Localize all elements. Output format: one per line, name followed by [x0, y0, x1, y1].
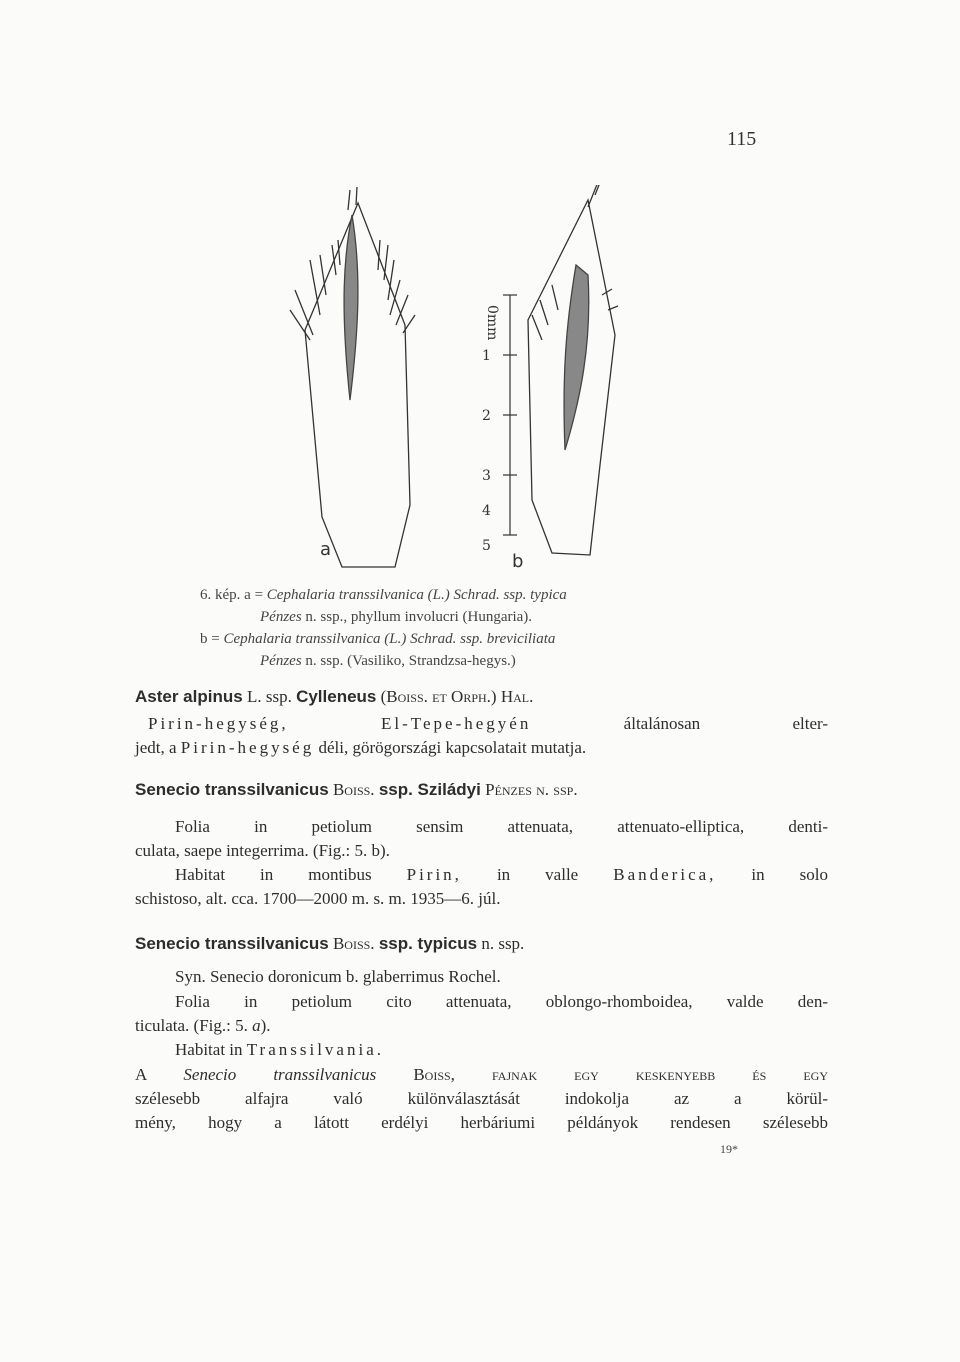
author-text: Boiss.: [328, 934, 379, 953]
caption-text: Cephalaria transsilvanica (L.) Schrad. ssp. typica: [266, 587, 567, 603]
body-line: [175, 1038, 384, 1062]
body-line: [135, 1063, 828, 1087]
body-text: Senecio transsilvanicus: [183, 1065, 377, 1084]
body-line: Folia in petiolum sensim attenuata, attenuato-elliptica, denti-: [175, 817, 828, 836]
body-line: culata, saepe integerrima. (Fig.: 5. b).: [135, 841, 390, 860]
locality-text: Banderica,: [613, 865, 717, 884]
body-line: [148, 712, 828, 736]
taxon-name: ssp. Sziládyi: [378, 780, 481, 799]
taxon-name: Aster alpinus: [135, 687, 243, 706]
caption-text: Pénzes: [260, 609, 302, 625]
figure-label-a: a: [320, 539, 332, 560]
author-text: (Boiss. et Orph.) Hal.: [376, 687, 534, 706]
body-text: ).: [260, 1016, 271, 1035]
body-text: déli, görögországi kapcsolatait mutatja.: [314, 738, 587, 757]
scale-tick-label: 1: [482, 348, 491, 364]
body-line: szélesebb alfajra való különválasztását indokolja az a körül-: [135, 1089, 828, 1108]
body-text: a: [252, 1016, 261, 1035]
heading-text: n. ssp.: [477, 934, 525, 953]
caption-line: [260, 650, 516, 672]
caption-text: Cephalaria transsilvanica (L.) Schrad. ssp. breviciliata: [223, 631, 556, 647]
locality-text: El-Tepe-hegyén: [381, 714, 532, 733]
body-text: in solo: [716, 865, 829, 884]
taxon-name: ssp. typicus: [378, 934, 478, 953]
caption-text: n. ssp., phyllum involucri (Hungaria).: [301, 609, 533, 625]
body-text: Habitat in: [175, 1040, 247, 1059]
scale-tick-label: 5: [482, 538, 491, 554]
locality-text: Pirin-hegység: [180, 738, 315, 757]
body-line: [175, 863, 828, 887]
taxon-name: Cylleneus: [296, 687, 377, 706]
taxon-heading: [135, 932, 524, 956]
body-text: A: [135, 1065, 184, 1084]
author-text: Pénzes n. ssp.: [480, 780, 578, 799]
caption-line: [200, 584, 567, 606]
scale-unit-label: 0mm: [484, 305, 500, 341]
caption-text: Pénzes: [260, 653, 302, 669]
body-line: [135, 736, 586, 760]
taxon-heading: [135, 778, 578, 802]
body-text: Habitat in montibus: [175, 865, 407, 884]
taxon-heading: [135, 685, 533, 709]
caption-text: b =: [200, 631, 224, 647]
bract-b-drawing: [528, 185, 618, 555]
body-line: Folia in petiolum cito attenuata, oblongo-rhomboidea, valde den-: [175, 992, 828, 1011]
taxon-name: Senecio transsilvanicus: [135, 780, 329, 799]
body-text: jedt, a: [135, 738, 181, 757]
locality-text: Pirin,: [406, 865, 462, 884]
printer-signature: 19*: [720, 1142, 738, 1156]
caption-text: n. ssp. (Vasiliko, Strandzsa-hegys.): [301, 653, 516, 669]
body-text: in valle: [461, 865, 614, 884]
body-text: Boiss, fajnak egy keskenyebb és egy: [376, 1065, 829, 1084]
locality-text: Transsilvania.: [246, 1040, 385, 1059]
body-line: mény, hogy a látott erdélyi herbáriumi példányok rendesen szélesebb: [135, 1113, 828, 1132]
scale-tick-label: 3: [482, 468, 491, 484]
author-text: Boiss.: [328, 780, 379, 799]
scale-tick-label: 2: [482, 408, 491, 424]
caption-line: [200, 628, 555, 650]
body-line: Syn. Senecio doronicum b. glaberrimus Rochel.: [175, 967, 501, 986]
figure-label-b: b: [512, 551, 524, 572]
scale-bar: [503, 295, 517, 535]
caption-line: [260, 606, 532, 628]
body-text: ticulata. (Fig.: 5.: [135, 1016, 253, 1035]
page-number: 115: [727, 128, 757, 150]
scale-tick-label: 4: [482, 503, 491, 519]
locality-text: Pirin-hegység,: [148, 714, 289, 733]
bract-illustration-figure: [270, 185, 680, 585]
body-text: általánosan elter-: [531, 714, 828, 733]
bract-a-drawing: [290, 187, 415, 567]
heading-text: L. ssp.: [242, 687, 297, 706]
caption-text: 6. kép. a =: [200, 587, 267, 603]
taxon-name: Senecio transsilvanicus: [135, 934, 329, 953]
body-line: [135, 1014, 271, 1038]
body-line: schistoso, alt. cca. 1700—2000 m. s. m. 1935—6. júl.: [135, 889, 501, 908]
